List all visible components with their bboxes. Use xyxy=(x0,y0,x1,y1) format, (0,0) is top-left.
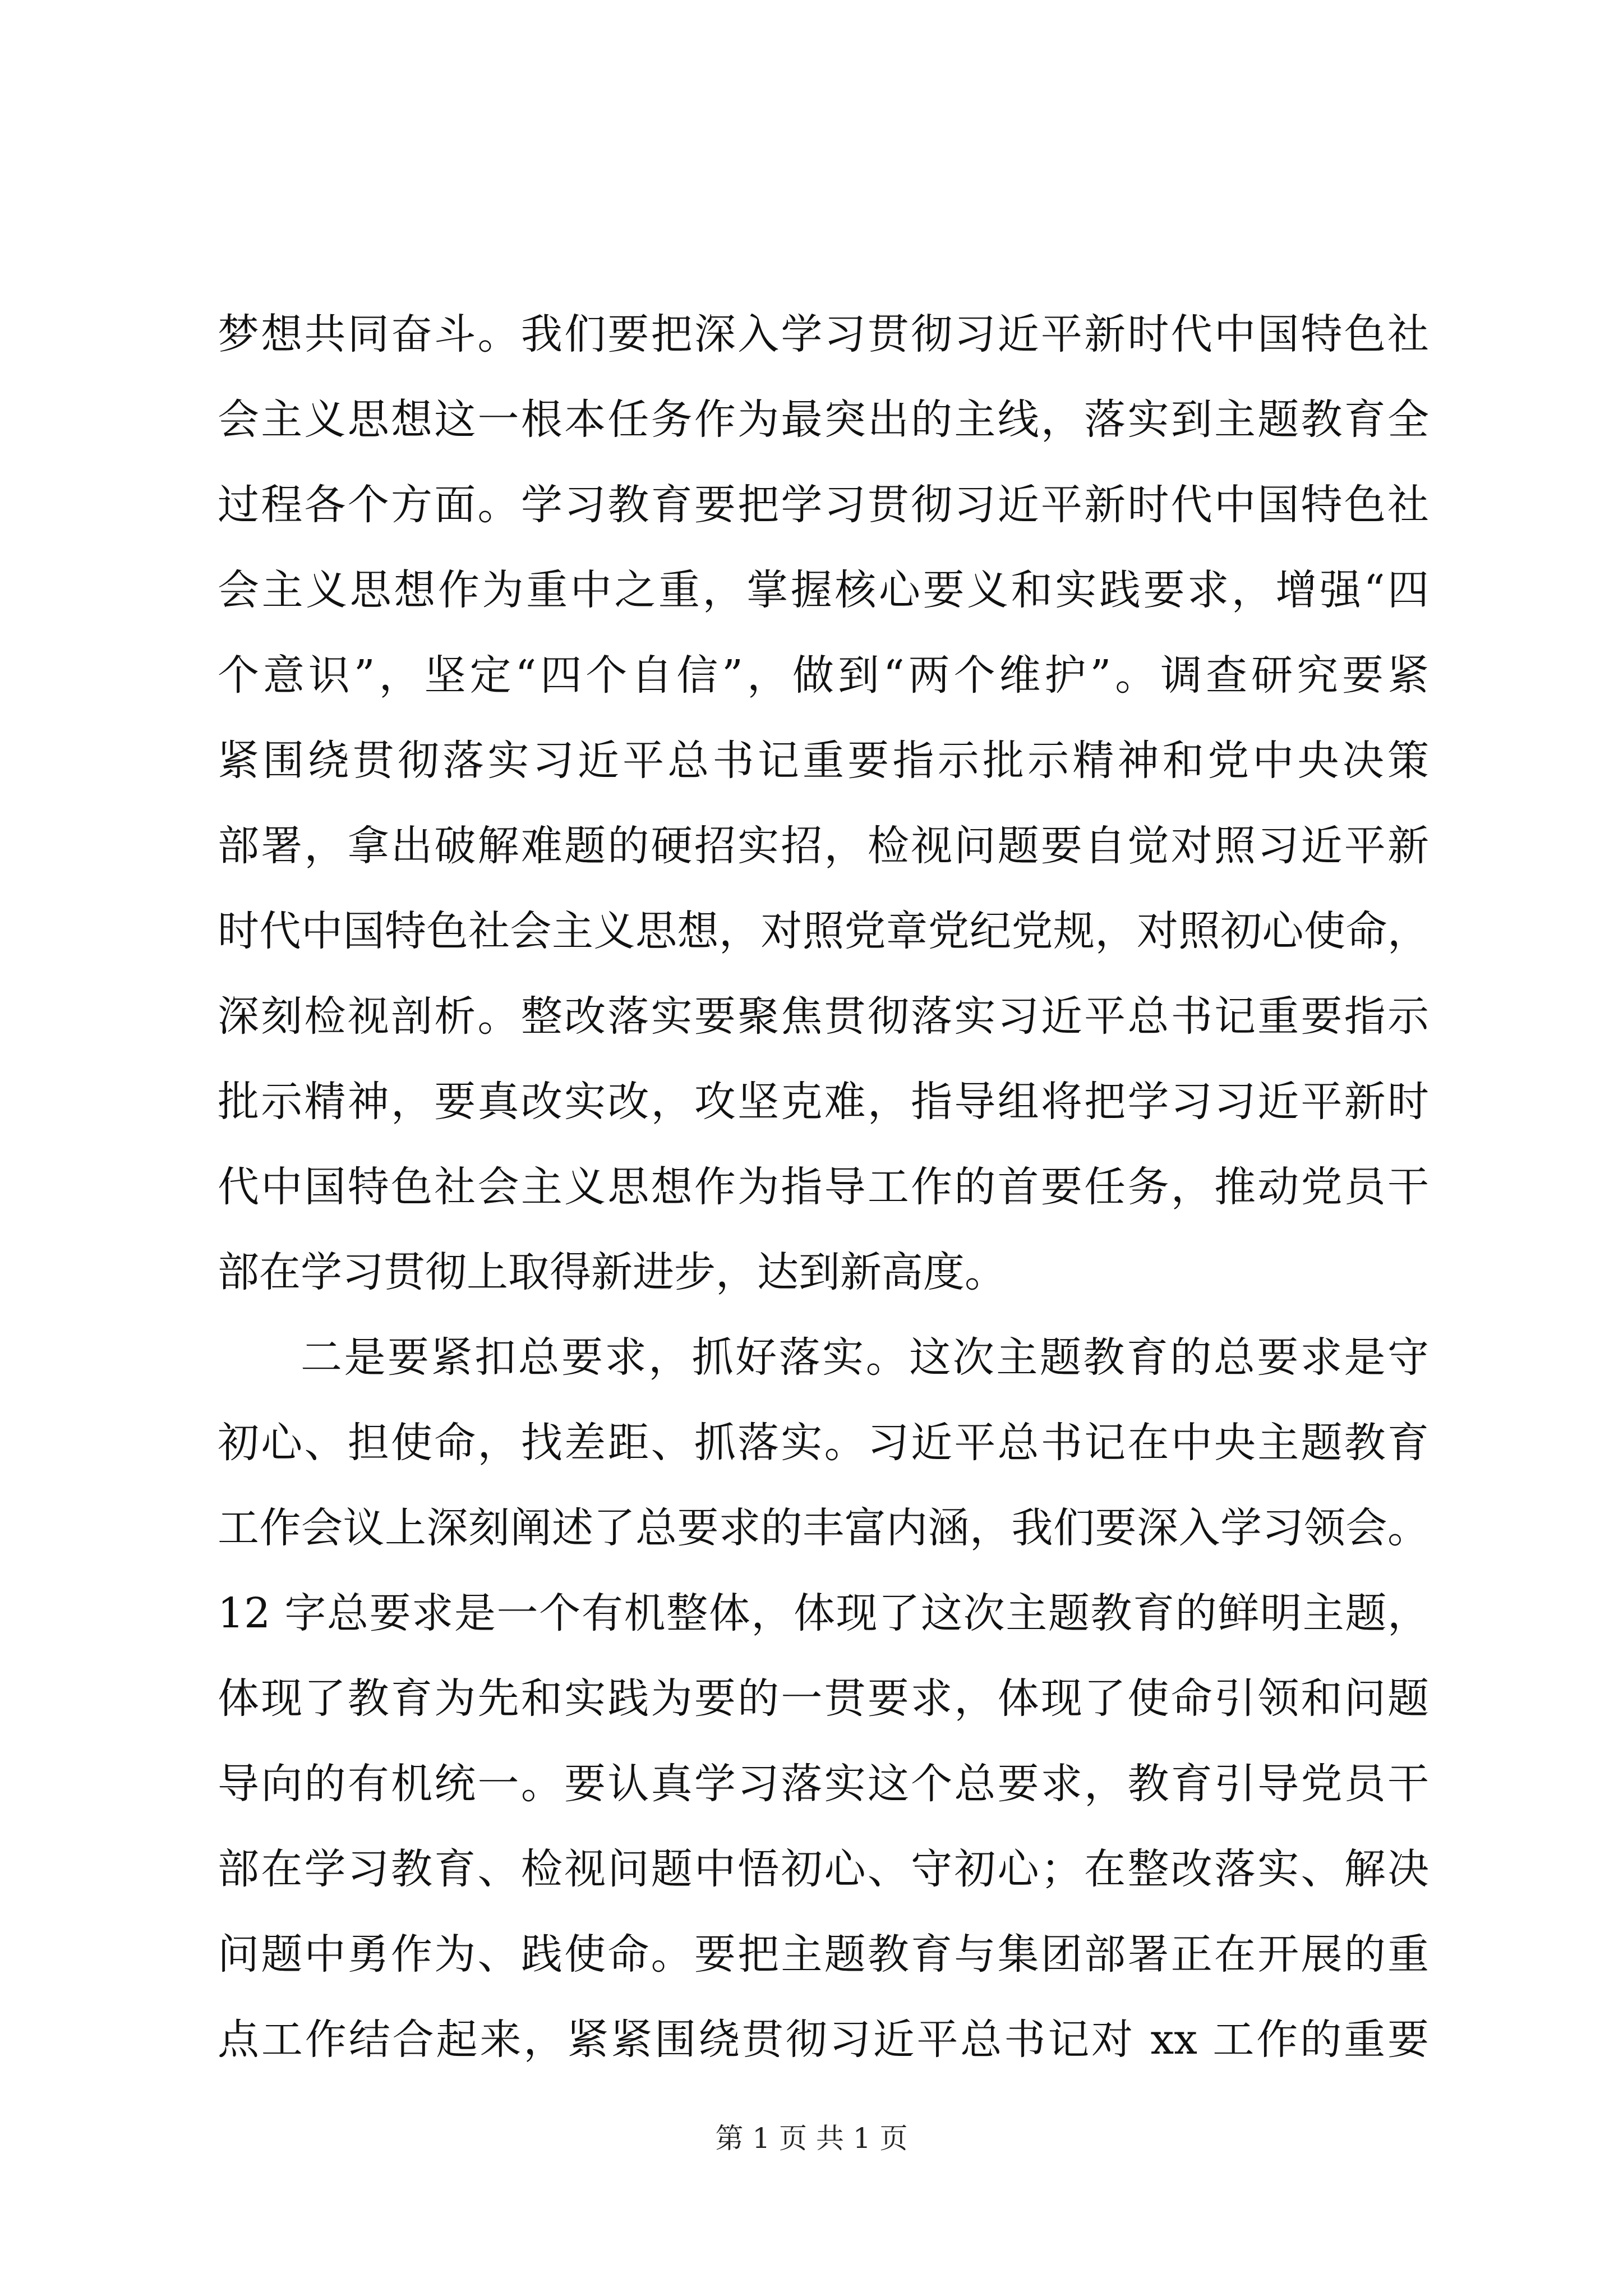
text-line: 代中国特色社会主义思想作为指导工作的首要任务，推动党员干 xyxy=(218,1163,1429,1211)
text-line: 初心、担使命，找差距、抓落实。习近平总书记在中央主题教育 xyxy=(218,1419,1429,1467)
text-line: 深刻检视剖析。整改落实要聚焦贯彻落实习近平总书记重要指示 xyxy=(218,992,1429,1041)
text-line: 问题中勇作为、践使命。要把主题教育与集团部署正在开展的重 xyxy=(218,1930,1429,1978)
page-number-label: 第 1 页 共 1 页 xyxy=(715,2122,908,2155)
text-line: 个意识”，坚定“四个自信”，做到“两个维护”。调查研究要紧 xyxy=(218,651,1429,700)
text-line: 工作会议上深刻阐述了总要求的丰富内涵，我们要深入学习领会。 xyxy=(218,1504,1429,1552)
text-line: 导向的有机统一。要认真学习落实这个总要求，教育引导党员干 xyxy=(218,1760,1429,1808)
text-line: 部署，拿出破解难题的硬招实招，检视问题要自觉对照习近平新 xyxy=(218,822,1429,870)
text-line: 点工作结合起来，紧紧围绕贯彻习近平总书记对 xx 工作的重要 xyxy=(218,2016,1429,2064)
text-line: 会主义思想这一根本任务作为最突出的主线，落实到主题教育全 xyxy=(218,395,1429,444)
text-line: 部在学习教育、检视问题中悟初心、守初心；在整改落实、解决 xyxy=(218,1845,1429,1893)
text-line: 紧围绕贯彻落实习近平总书记重要指示批示精神和党中央决策 xyxy=(218,737,1429,785)
document-body xyxy=(218,292,1429,2082)
page-footer xyxy=(0,2116,1623,2156)
text-line: 二是要紧扣总要求，抓好落实。这次主题教育的总要求是守 xyxy=(301,1333,1429,1382)
text-line: 部在学习贯彻上取得新进步，达到新高度。 xyxy=(218,1248,1006,1296)
text-line: 时代中国特色社会主义思想，对照党章党纪党规，对照初心使命， xyxy=(218,907,1429,955)
paragraph-2 xyxy=(218,1315,1429,2082)
text-line: 梦想共同奋斗。我们要把深入学习贯彻习近平新时代中国特色社 xyxy=(218,310,1429,358)
text-line: 会主义思想作为重中之重，掌握核心要义和实践要求，增强“四 xyxy=(218,566,1429,614)
text-line: 批示精神，要真改实改，攻坚克难，指导组将把学习习近平新时 xyxy=(218,1078,1429,1126)
paragraph-1 xyxy=(218,292,1429,1315)
text-line: 体现了教育为先和实践为要的一贯要求，体现了使命引领和问题 xyxy=(218,1674,1429,1723)
text-line: 过程各个方面。学习教育要把学习贯彻习近平新时代中国特色社 xyxy=(218,481,1429,529)
text-line: 12 字总要求是一个有机整体，体现了这次主题教育的鲜明主题， xyxy=(218,1589,1429,1637)
